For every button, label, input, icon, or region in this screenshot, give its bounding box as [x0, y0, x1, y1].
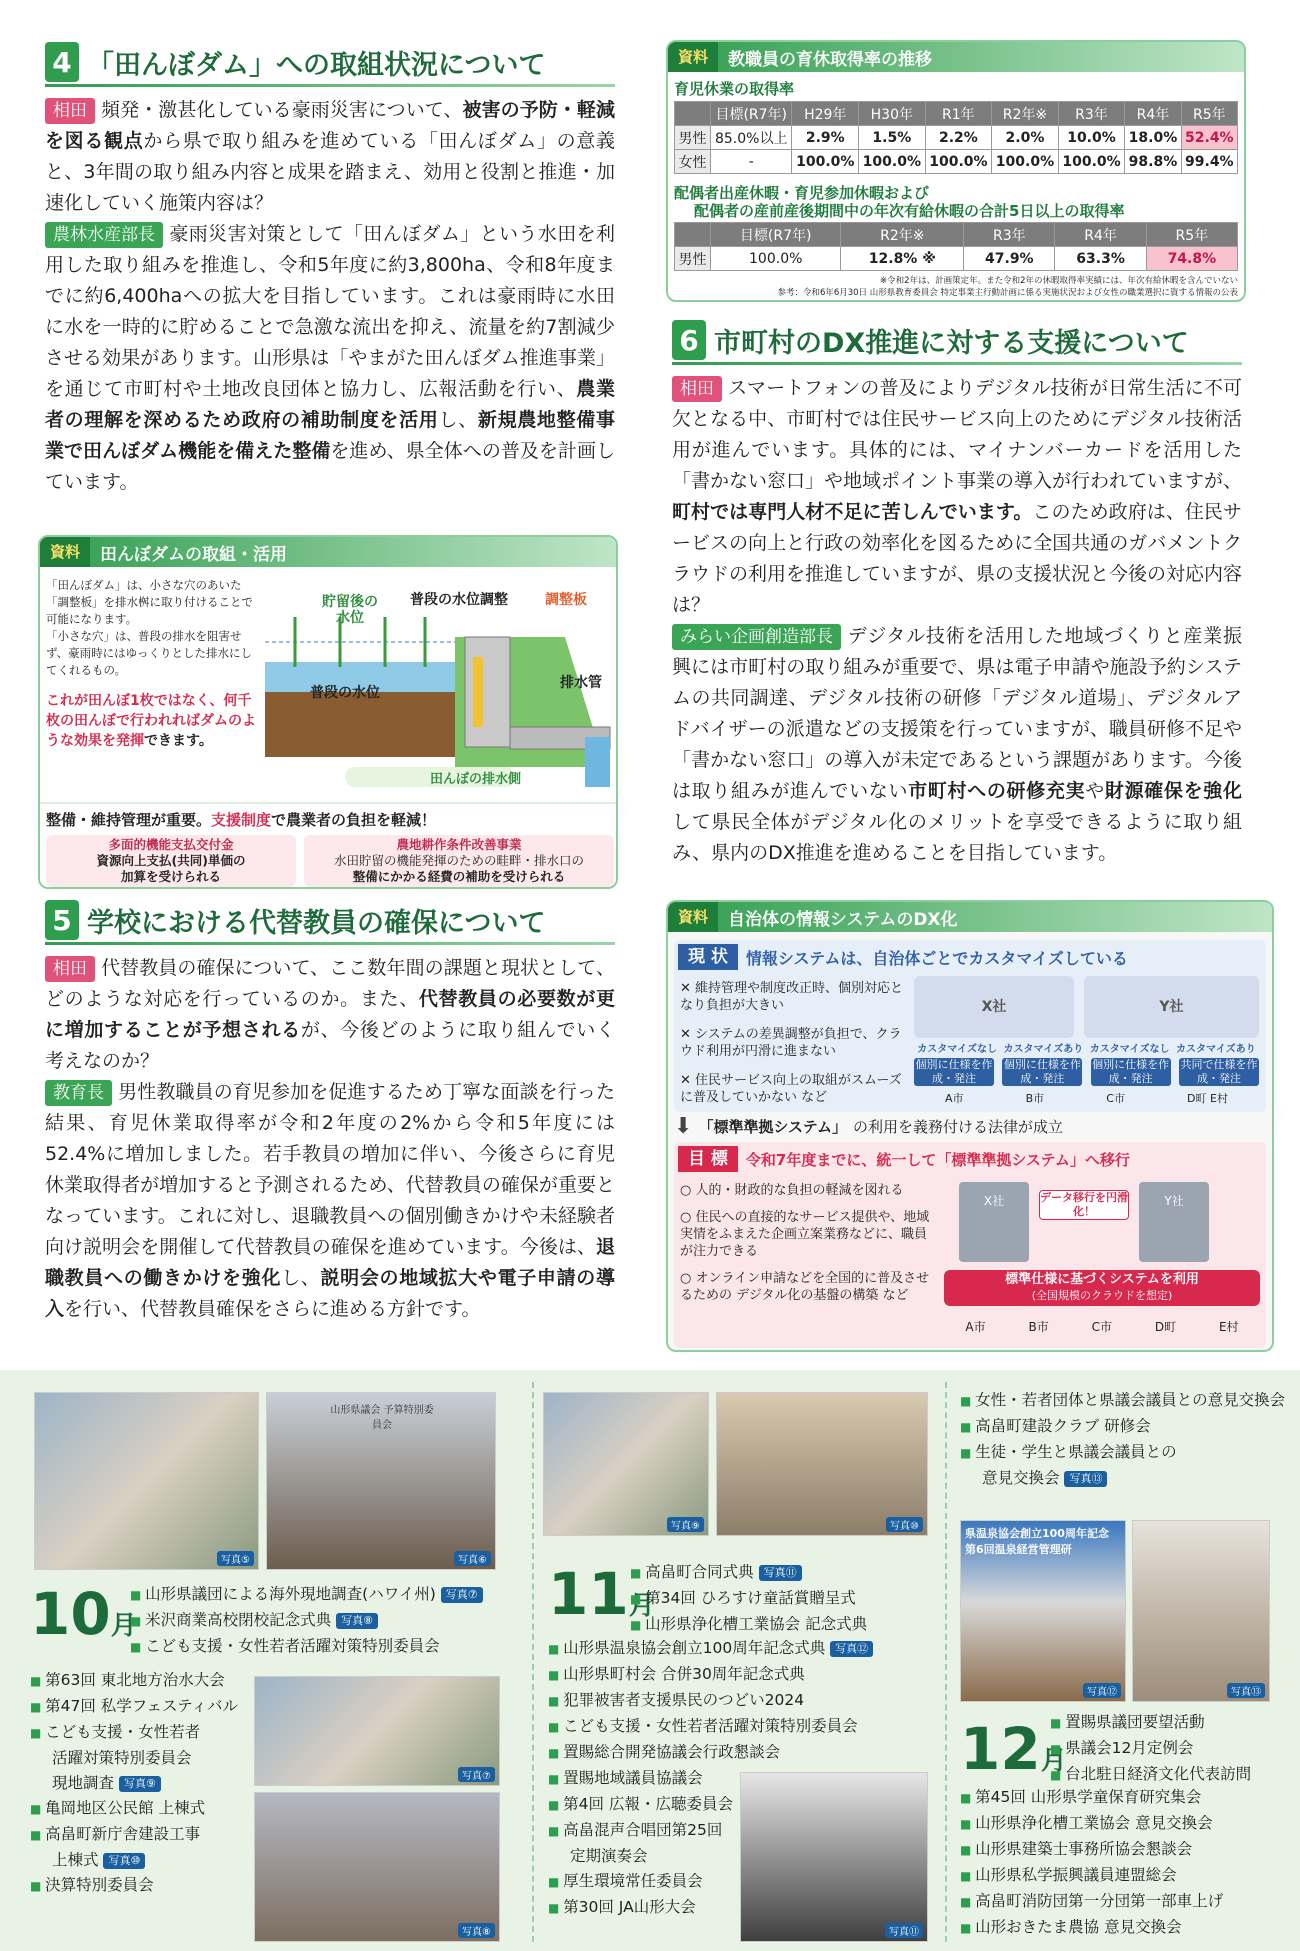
activity-report [0, 1370, 1300, 1951]
label-pipe: 排水管 [560, 675, 602, 691]
october-list-top: ■ 山形県議団による海外現地調査(ハワイ州) 写真⑦ ■ 米沢商業高校閉校記念式典 写真⑧ ■ こども支援・女性若者活躍対策特別委員会 [130, 1582, 483, 1660]
title-underline [45, 84, 615, 87]
label-normal-level: 普段の水位 [310, 685, 380, 701]
migrate-note: データ移行を円滑化！ [1040, 1191, 1128, 1218]
photo-5: 写真⑤ [34, 1392, 259, 1570]
photo-7: 写真⑦ [254, 1676, 500, 1786]
photo-10: 写真⑩ [716, 1392, 928, 1536]
question-text: 相田 代替教員の確保について、ここ数年間の課題と現状として、どのような対応を行っているのか。また、代替教員の必要数が更に増加することが予想されるが、今後どのように取り組んでいく考えなのか？ [45, 957, 615, 1072]
box-title: 田んぼダムの取組・活用 [100, 544, 288, 565]
standard-system: 標準仕様に基づくシステムを利用 (全国規模のクラウドを想定) [944, 1270, 1260, 1306]
label-stored-level: 貯留後の水位 [322, 594, 378, 626]
november-list: ■ 山形県温泉協会創立100周年記念式典 写真⑫ ■ 山形県町村会 合併30周年記念式典 ■ 犯罪被害者支援県民のつどい2024 ■ こども支援・女性若者活躍対策特別委員会 ■ 置賜総合開発協議会行政懇談会 ■ 置賜地域議員協議会 ■ 第4回 広報・広聴委員会 ■ 高畠混声合唱団第25回 定期演奏会 ■ 厚生環境常任委員会 ■ 第30回 JA山形大会 [548, 1636, 873, 1921]
answer-text: 農林水産部長 豪雨災害対策として「田んぼダム」という水田を利用した取り組みを推進し、令和5年度に約3,800ha、令和8年度までに約6,400haへの拡大を目指しています。これは豪雨時に水田に水を一時的に貯めることで急激な流出を抑え、流量を約7割減少させる効果があります。山形県は「やまがた田んぼダム推進事業」を通じて市町村や土地改良団体と協力し、広報活動を行い、農業者の理解を深めるため政府の補助制度を活用し、新規農地整備事業で田んぼダム機能を備えた整備を進め、県全体への普及を計画しています。 [45, 223, 615, 493]
photo-6: 山形県議会 予算特別委員会 写真⑥ [266, 1392, 496, 1570]
section-5 [45, 898, 615, 1325]
label-board: 調整板 [545, 592, 587, 608]
company-x: X社 [914, 976, 1074, 1038]
maintenance-note: 整備・維持管理が重要。支援制度で農業者の負担を軽減！ [46, 811, 437, 829]
answer-text: みらい企画創造部長 デジタル技術を活用した地域づくりと産業振興には市町村の取り組みが重要で、県は電子申請や施設予約システムの共同調達、デジタル技術の研修「デジタル道場」、デジタルアドバイザーの派遣などの支援策を行っていますが、職員研修不足や「書かない窓口」の導入が未定であるという課題があります。今後は取り組みが進んでいない市町村への研修充実や財源確保を強化して県民全体がデジタル化のメリットを享受できるように取り組み、県内のDX推進を進めることを目指しています。 [672, 625, 1242, 864]
label-drain-side: 田んぼの排水側 [430, 772, 522, 787]
law-line: ⬇ 「標準準拠システム」 の利用を義務付ける法律が成立 [674, 1114, 1063, 1139]
month-november: 11月 [548, 1560, 655, 1628]
photo-13: 写真⑬ [1132, 1520, 1270, 1702]
december-list-top: ■ 女性・若者団体と県議会議員との意見交換会 ■ 高畠町建設クラブ 研修会 ■ 生徒・学生と県議会議員との 意見交換会 写真⑬ [960, 1388, 1285, 1491]
leave-table-2: 目標(R7年) R2年※ R3年 R4年 R5年 男性 100.0% 12.8% ※ 47.9% 63.3% 74.8% [674, 222, 1238, 271]
photo-9: 写真⑨ [543, 1392, 709, 1536]
month-december: 12月 [960, 1715, 1067, 1783]
october-list: ■ 第63回 東北地方治水大会 ■ 第47回 私学フェスティバル ■ こども支援・女性若者 活躍対策特別委員会 現地調査 写真⑨ ■ 亀岡地区公民館 上棟式 ■ 高畠町新庁舎建設工事 上棟式 写真⑩ ■ 決算特別委員会 [30, 1668, 238, 1899]
photo-8: 写真⑧ [254, 1792, 500, 1942]
goal-state: 目 標 令和7年度までに、統一して「標準準拠システム」へ移行 ○ 人的・財政的な負担の軽減を図れる ○ 住民への直接的なサービス提供や、地域実情をふまえた企画立案業務などに、職員が注力できる ○ オンライン申請などを全国的に普及させるための デジタル化の基盤の構築 など X社 データ移行を円滑化！ Y社 標準仕様に基づくシステムを利用 (全国規模のクラウドを想定) A市 B市 C市 D町 E村 [674, 1142, 1266, 1348]
december-list: ■ 第45回 山形県学童保育研究集会 ■ 山形県浄化槽工業協会 意見交換会 ■ 山形県建築士事務所協会懇談会 ■ 山形県私学振興議員連盟総会 ■ 高畠町消防団第一分団第一部車上げ ■ 山形おきたま農協 意見交換会 [960, 1785, 1223, 1941]
section-number: 6 [672, 320, 706, 360]
support-1: 多面的機能支払交付金 資源向上支払(共同)単価の 加算を受けられる [46, 835, 296, 887]
question-text: 相田 スマートフォンの普及によりデジタル技術が日常生活に不可欠となる中、市町村では住民サービス向上のためにデジタル技術活用が進んでいます。具体的には、マイナンバーカードを活用した「書かない窓口」や地域ポイント事業の導入が行われていますが、町村では専門人材不足に苦しんでいます。このため政府は、住民サービスの向上と行政の効率化を図るために全国共通のガバメントクラウドの利用を推進していますが、県の支援状況と今後の対応内容は？ [672, 377, 1243, 616]
month-october: 10月 [30, 1580, 137, 1648]
childcare-leave-box: 資料 教職員の育休取得率の推移 育児休業の取得率 目標(R7年) H29年 H30年 R1年 R2年※ R3年 R4年 R5年 男性 85.0%以上 2.9% 1.5% 2.2% 2.0% 10.0% 18.0% 52.4% 女性 - 100.0% 100.0% 100.0% 100.0% 100.0% 98.8% 99.4% 配偶者出産休暇・育児参加休暇および 配偶者の産前産後期間中の年次有給休暇の合計5日以上の取得率 目標(R7年) R2年※ R3年 R4年 R5年 男性 100.0% 12.8% ※ 47.9% 63.3% 74.8% ※令和2年は、計画策定年。また令和2年の休暇取得率実績には、年次有給休暇を含んでいない 参考：令和6年6月30日 山形県教育委員会 特定事業主行動計画に係る実施状況および女性の職業選択に資する情報の公表 [666, 40, 1246, 302]
label-adjust: 普段の水位調整 [410, 592, 508, 608]
tanbo-dam-box: 資料 田んぼダムの取組・活用 「田んぼダム」は、小さな穴のあいた「調整板」を排水桝に取り付けることで可能になります。 「小さな穴」は、普段の排水を阻害せず、豪雨時にはゆっくりとした排水にしてくれるもの。 これが田んぼ1枚ではなく、何千枚の田んぼで行われればダムのような効果を発揮できます。 貯留後の水位 普段の水位調整 調整板 普段の水位 排水管 田んぼの排水側 整備・維持管理が重要。支援制度で農業者の負担を軽減！ 多面的機能支払交付金 資源向上支払(共同)単価の 加算を受けられる 農地耕作条件改善事業 水田貯留の機能発揮のための畦畔・排水口の 整備にかかる経費の補助を受けられる [38, 535, 618, 889]
photo-11: 写真⑪ [740, 1772, 928, 1942]
section-6 [672, 318, 1242, 869]
section-number: 5 [45, 900, 79, 940]
questioner-tag: 相田 [45, 98, 95, 124]
november-list-top: ■ 高畠町合同式典 写真⑪ ■ 第34回 ひろすけ童話賞贈呈式 ■ 山形県浄化槽工業協会 記念式典 [630, 1560, 867, 1638]
december-list-side: ■ 置賜県議団要望活動 ■ 県議会12月定例会 ■ 台北駐日経済文化代表訪問 [1050, 1710, 1251, 1788]
section-title: 「田んぼダム」への取組状況について [87, 49, 546, 81]
answer-text: 教育長 男性教職員の育児参加を促進するため丁寧な面談を行った結果、育児休業取得率が令和2年度の2%から令和5年度には52.4%に増加しました。若手教員の増加に伴い、今後さらに育児休業取得者が増加すると予測されるため、代替教員の確保が重要となっています。これに対し、退職教員への個別働きかけや未経験者向け説明会を開催して代替教員の確保を進めています。今後は、退職教員への働きかけを強化し、説明会の地域拡大や電子申請の導入を行い、代替教員確保をさらに進める方針です。 [45, 1081, 615, 1320]
question-text: 相田 頻発・激甚化している豪雨災害について、被害の予防・軽減を図る観点から県で取り組みを進めている「田んぼダム」の意義と、3年間の取り組み内容と成果を踏まえ、効用と役割と推進・加速化していく施策内容は？ [45, 99, 615, 214]
support-2: 農地耕作条件改善事業 水田貯留の機能発揮のための畦畔・排水口の 整備にかかる経費の補助を受けられる [304, 835, 614, 887]
section-title: 市町村のDX推進に対する支援について [714, 327, 1189, 359]
photo-12: 県温泉協会創立100周年記念 第6回温泉経営管理研 写真⑫ [960, 1520, 1126, 1702]
section-title: 学校における代替教員の確保について [87, 907, 546, 939]
leave-table-1: 目標(R7年) H29年 H30年 R1年 R2年※ R3年 R4年 R5年 男性 85.0%以上 2.9% 1.5% 2.2% 2.0% 10.0% 18.0% 52.4% 女性 - 100.0% 100.0% 100.0% 100.0% 100.0% 98.8% 99.4% [674, 101, 1238, 174]
dx-box: 資料 自治体の情報システムのDX化 現 状 情報システムは、自治体ごとでカスタマイズしている ✕ 維持管理や制度改正時、個別対応となり負担が大きい ✕ システムの差異調整が負担で、クラウド利用が円滑に進まない ✕ 住民サービス向上の取組がスムーズに普及していかない など X社 Y社 カスタマイズなし カスタマイズあり カスタマイズなし カスタマイズあり 個別に仕様を作成・発注 個別に仕様を作成・発注 個別に仕様を作成・発注 共同で仕様を作成・発注 A市 B市 C市 D町 E村 ⬇ 「標準準拠システム」 の利用を義務付ける法律が成立 目 標 令和7年度までに、統一して「標準準拠システム」へ移行 ○ 人的・財政的な負担の軽減を図れる ○ 住民への直接的なサービス提供や、地域実情をふまえた企画立案業務などに、職員が注力できる ○ オンライン申請などを全国的に普及させるための デジタル化の基盤の構築 など X社 データ移行を円滑化！ Y社 標準仕様に基づくシステムを利用 (全国規模のクラウドを想定) A市 B市 C市 D町 E村 [666, 900, 1274, 1352]
section-4 [45, 40, 615, 498]
section-number: 4 [45, 42, 79, 82]
company-y: Y社 [1084, 976, 1259, 1038]
answerer-tag: 農林水産部長 [45, 222, 163, 248]
current-state: 現 状 情報システムは、自治体ごとでカスタマイズしている ✕ 維持管理や制度改正時、個別対応となり負担が大きい ✕ システムの差異調整が負担で、クラウド利用が円滑に進まない ✕ 住民サービス向上の取組がスムーズに普及していかない など X社 Y社 カスタマイズなし カスタマイズあり カスタマイズなし カスタマイズあり 個別に仕様を作成・発注 個別に仕様を作成・発注 個別に仕様を作成・発注 共同で仕様を作成・発注 A市 B市 C市 D町 E村 [674, 940, 1266, 1112]
